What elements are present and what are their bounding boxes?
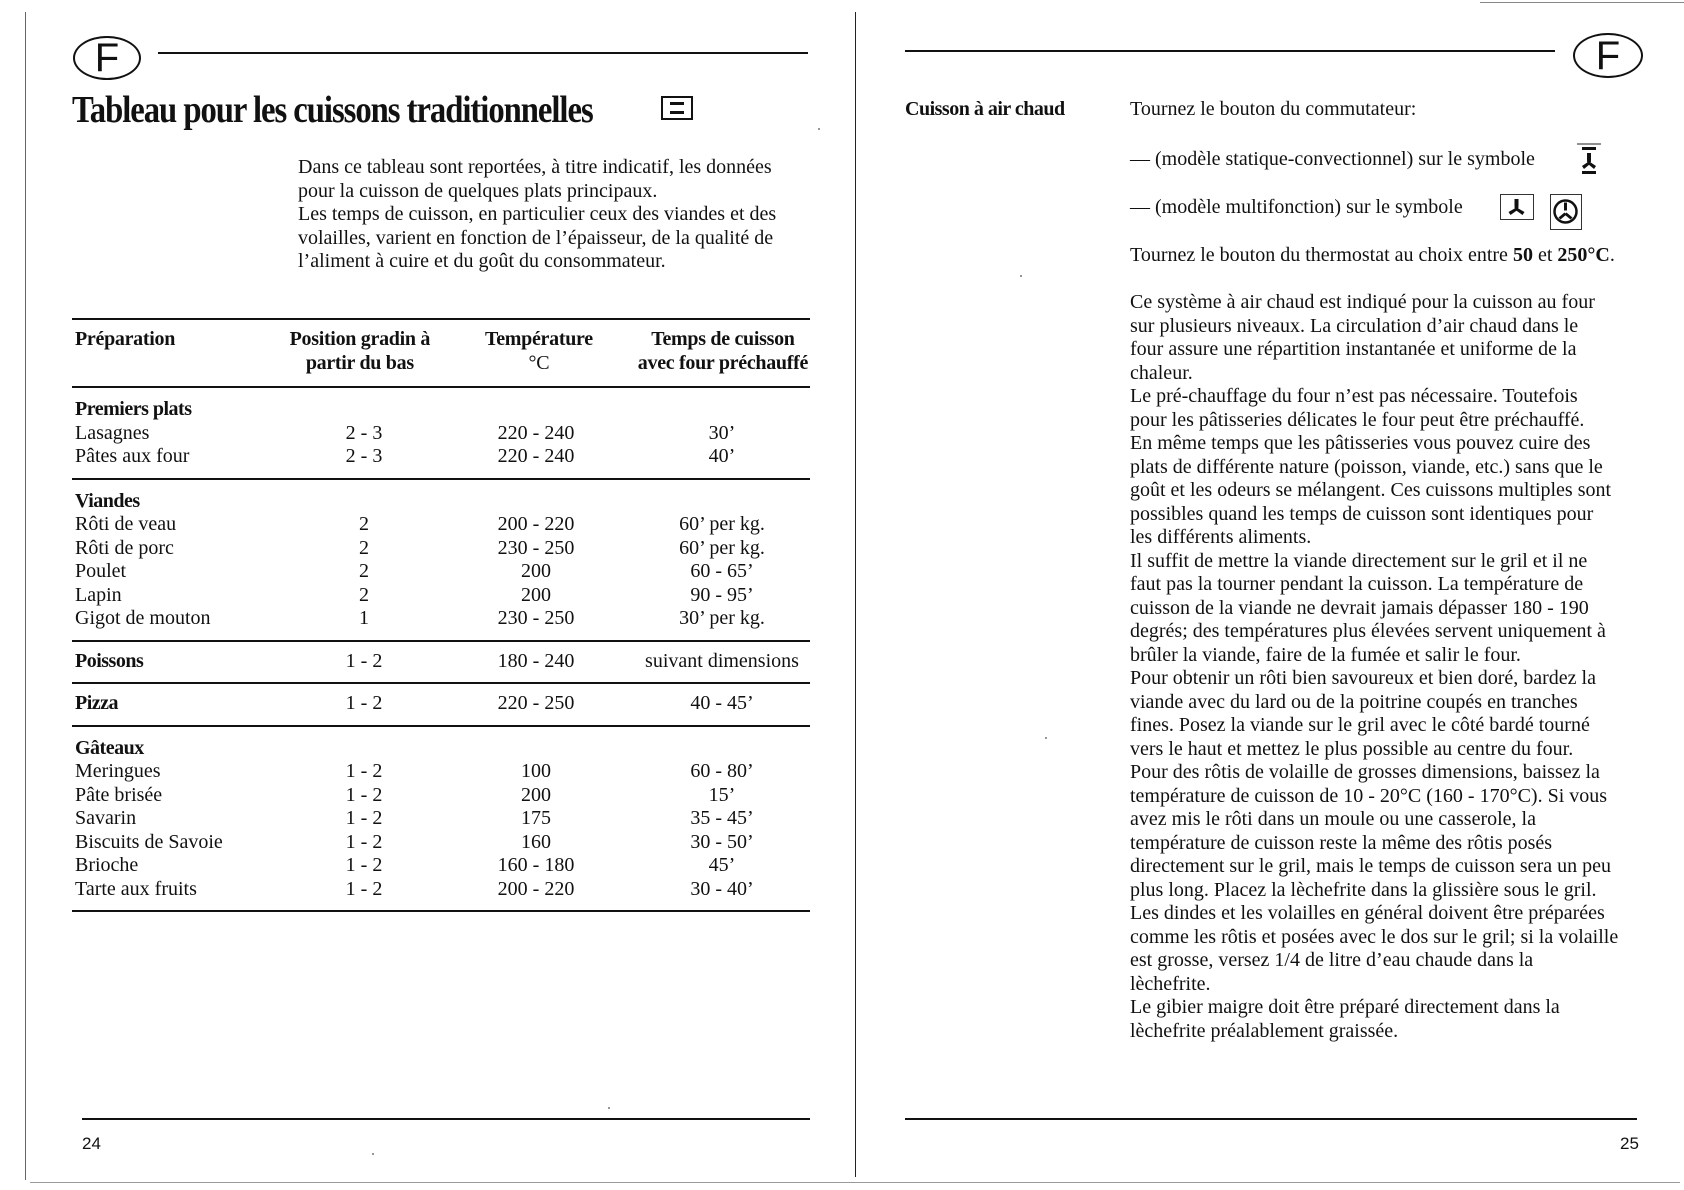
body-line: Il suffit de mettre la viande directement sur le gril et il ne bbox=[1130, 549, 1588, 572]
scan-speck bbox=[608, 1107, 610, 1109]
table-row: Savarin 1 - 2 175 35 - 45’ bbox=[75, 807, 754, 829]
body-line: faut pas la tourner pendant la cuisson. La température de bbox=[1130, 573, 1584, 595]
header-position: Position gradin à partir du bas bbox=[289, 328, 431, 374]
table-row: Pâte brisée 1 - 2 200 15’ bbox=[75, 783, 736, 806]
intro-paragraph bbox=[298, 156, 818, 274]
fan-static-convection-icon bbox=[1575, 142, 1603, 178]
table-row: Meringues 1 - 2 100 60 - 80’ bbox=[75, 760, 754, 782]
language-badge-f bbox=[1573, 33, 1643, 78]
body-line: Ce système à air chaud est indiqué pour la cuisson au four bbox=[1130, 291, 1595, 313]
bottom-scan-edge bbox=[30, 1182, 1680, 1183]
scan-speck bbox=[372, 1153, 374, 1155]
header-rule bbox=[905, 50, 1555, 52]
conventional-oven-icon bbox=[661, 96, 693, 120]
body-line: chaleur. bbox=[1130, 361, 1193, 384]
fan-circle-icon bbox=[1550, 194, 1582, 230]
body-line: Le gibier maigre doit être préparé directement dans la bbox=[1130, 996, 1560, 1018]
language-badge-label: F bbox=[94, 36, 120, 80]
table-group-premiers-plats bbox=[72, 388, 810, 478]
cooking-table bbox=[72, 318, 810, 912]
footer-rule bbox=[82, 1118, 810, 1120]
language-badge-label: F bbox=[1595, 33, 1621, 78]
body-line: En même temps que les pâtisseries vous pouvez cuire des bbox=[1130, 432, 1591, 454]
body-line: directement sur le gril, mais le temps de cuisson sera un peu bbox=[1130, 855, 1611, 877]
body-line: avez mis le rôti dans un moule ou une casserole, la bbox=[1130, 808, 1536, 830]
body-line: les différents aliments. bbox=[1130, 526, 1312, 548]
body-line: comme les rôtis et posées avec le dos sur le gril; si la volaille bbox=[1130, 925, 1619, 948]
body-line: température de cuisson de 10 - 20°C (160 - 170°C). Si vous bbox=[1130, 784, 1608, 807]
left-page-edge bbox=[25, 12, 26, 1180]
center-fold bbox=[855, 12, 856, 1177]
table-row: Lapin 2 200 90 - 95’ bbox=[75, 583, 754, 606]
body-line: est grosse, versez 1/4 de litre d’eau chaude dans la bbox=[1130, 949, 1534, 971]
table-row: Biscuits de Savoie 1 - 2 160 30 - 50’ bbox=[75, 830, 754, 853]
instruction-multifunction-model: — (modèle multifonction) sur le symbole bbox=[1130, 196, 1463, 218]
body-line: fines. Posez la viande sur le gril avec le côté bardé tourné bbox=[1130, 714, 1590, 736]
table-group-pizza bbox=[72, 684, 810, 725]
table-row: Lasagnes 2 - 3 220 - 240 30’ bbox=[75, 421, 736, 444]
section-label: Cuisson à air chaud bbox=[905, 98, 1065, 120]
page-number: 25 bbox=[1620, 1134, 1639, 1153]
table-row: Rôti de porc 2 230 - 250 60’ per kg. bbox=[75, 536, 765, 559]
body-line: lèchefrite préalablement graissée. bbox=[1130, 1019, 1399, 1042]
top-right-scan-edge bbox=[1480, 2, 1684, 3]
hot-air-description bbox=[1130, 291, 1650, 1043]
body-line: température de cuisson reste la même des rôtis posés bbox=[1130, 831, 1553, 854]
body-line: four assure une répartition instantanée et uniforme de la bbox=[1130, 338, 1577, 360]
table-row: Gigot de mouton 1 230 - 250 30’ per kg. bbox=[75, 607, 765, 629]
body-line: goût et les odeurs se mélangent. Ces cuissons multiples sont bbox=[1130, 479, 1612, 501]
table-group-heading: Gâteaux bbox=[75, 736, 144, 759]
table-row: Poulet 2 200 60 - 65’ bbox=[75, 560, 754, 582]
body-line: lèchefrite. bbox=[1130, 972, 1211, 995]
body-line: Les dindes et les volailles en général doivent être préparées bbox=[1130, 902, 1605, 924]
instruction-thermostat: Tournez le bouton du thermostat au choix entre 50 et 250°C. bbox=[1130, 244, 1615, 266]
fan-boxed-icon bbox=[1500, 194, 1534, 220]
page-number: 24 bbox=[82, 1134, 101, 1153]
table-group-poissons bbox=[72, 642, 810, 683]
footer-rule bbox=[905, 1118, 1637, 1120]
language-badge-f bbox=[73, 36, 141, 80]
body-line: plus long. Placez la lèchefrite dans la glissière sous le gril. bbox=[1130, 878, 1597, 901]
header-time: Temps de cuisson avec four préchauffé bbox=[637, 328, 809, 374]
body-line: Pour des rôtis de volaille de grosses dimensions, baissez la bbox=[1130, 761, 1600, 783]
body-line: pour les pâtisseries délicates le four peut être préchauffé. bbox=[1130, 408, 1585, 431]
intro-line: volailles, varient en fonction de l’épaisseur, de la qualité de bbox=[298, 226, 774, 249]
table-row: Rôti de veau 2 200 - 220 60’ per kg. bbox=[75, 513, 765, 535]
intro-line: Les temps de cuisson, en particulier ceux des viandes et des bbox=[298, 203, 777, 225]
body-line: Pour obtenir un rôti bien savoureux et bien doré, bardez la bbox=[1130, 667, 1596, 689]
intro-line: l’aliment à cuire et du goût du consommateur. bbox=[298, 250, 666, 272]
table-row: Brioche 1 - 2 160 - 180 45’ bbox=[75, 854, 736, 876]
table-header bbox=[72, 320, 810, 386]
instruction-switch: Tournez le bouton du commutateur: bbox=[1130, 98, 1417, 120]
body-line: possibles quand les temps de cuisson sont identiques pour bbox=[1130, 502, 1594, 525]
scan-speck bbox=[1045, 737, 1047, 739]
table-group-gateaux bbox=[72, 727, 810, 911]
instruction-static-model: — (modèle statique-convectionnel) sur le symbole bbox=[1130, 148, 1535, 170]
table-group-heading: Premiers plats bbox=[75, 398, 192, 420]
body-line: degrés; des températures plus élevées servent uniquement à bbox=[1130, 620, 1606, 642]
intro-line: Dans ce tableau sont reportées, à titre indicatif, les données bbox=[298, 156, 772, 178]
body-line: viande avec du lard ou de la poitrine coupés en tranches bbox=[1130, 690, 1578, 713]
table-row: Poissons 1 - 2 180 - 240 suivant dimensions bbox=[75, 649, 799, 672]
scan-speck bbox=[1020, 275, 1022, 277]
intro-line: pour la cuisson de quelques plats principaux. bbox=[298, 179, 658, 202]
scan-speck bbox=[818, 128, 820, 130]
header-temperature: Température °C bbox=[485, 328, 593, 374]
table-group-heading: Viandes bbox=[75, 489, 140, 512]
header-preparation: Préparation bbox=[75, 328, 176, 350]
table-bottom-rule bbox=[72, 910, 810, 912]
body-line: Le pré-chauffage du four n’est pas nécessaire. Toutefois bbox=[1130, 385, 1578, 407]
body-line: sur plusieurs niveaux. La circulation d’air chaud dans le bbox=[1130, 314, 1579, 337]
body-line: vers le haut et mettez le plus possible au centre du four. bbox=[1130, 737, 1574, 760]
header-rule bbox=[158, 52, 808, 54]
table-group-viandes bbox=[72, 480, 810, 640]
table-row: Pâtes aux four 2 - 3 220 - 240 40’ bbox=[75, 445, 736, 467]
body-line: brûler la viande, faire de la fumée et salir le four. bbox=[1130, 643, 1521, 666]
body-line: cuisson de la viande ne devrait jamais dépasser 180 - 190 bbox=[1130, 596, 1589, 619]
table-row: Pizza 1 - 2 220 - 250 40 - 45’ bbox=[75, 692, 754, 714]
page-title: Tableau pour les cuissons traditionnelles bbox=[72, 89, 593, 131]
table-row: Tarte aux fruits 1 - 2 200 - 220 30 - 40’ bbox=[75, 877, 754, 900]
body-line: plats de différente nature (poisson, viande, etc.) sans que le bbox=[1130, 455, 1603, 478]
